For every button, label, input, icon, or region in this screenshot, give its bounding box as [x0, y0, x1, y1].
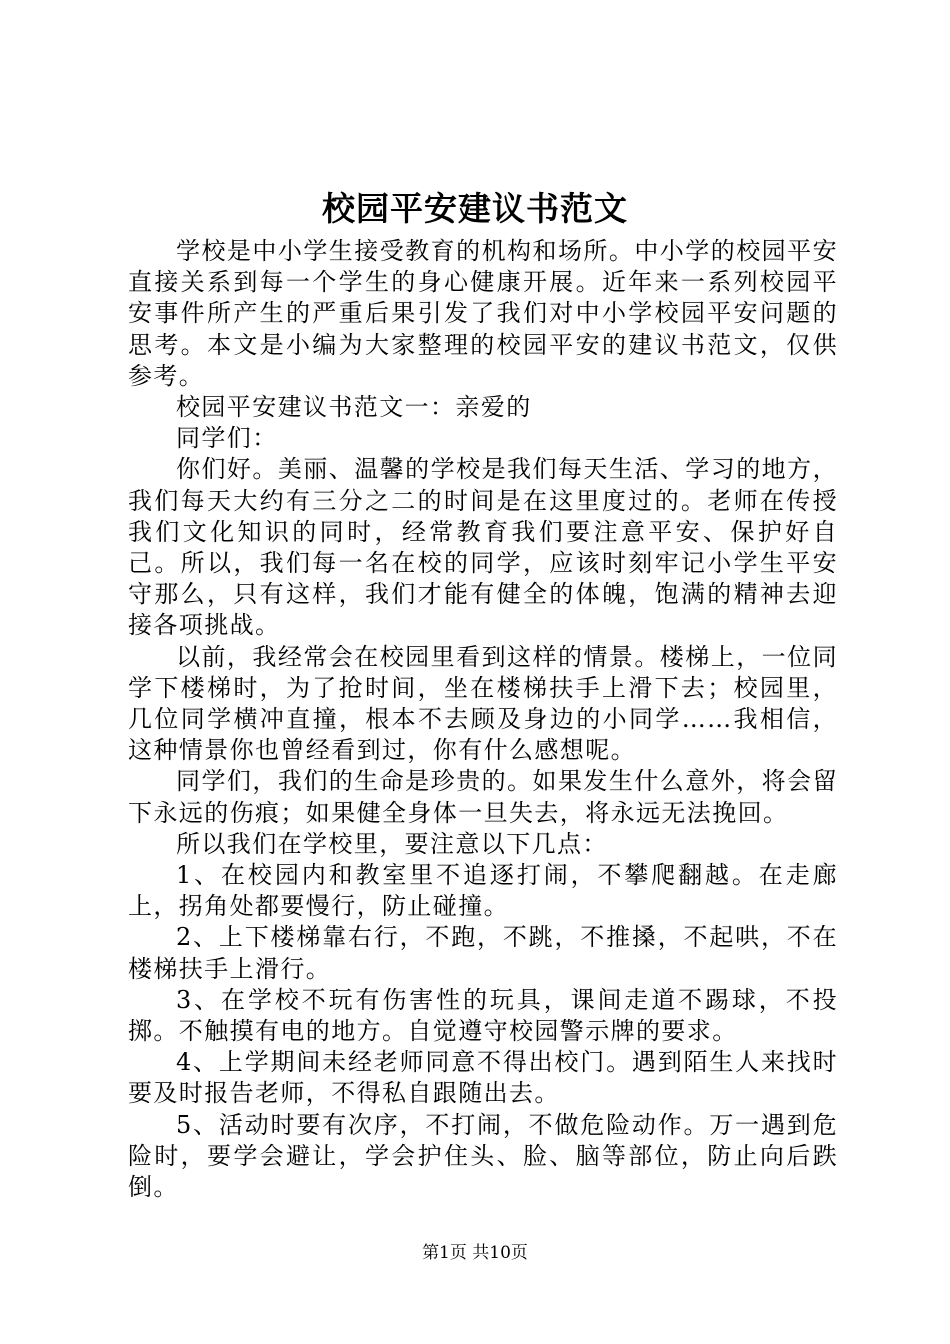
- list-intro: 所以我们在学校里，要注意以下几点：: [176, 829, 608, 858]
- list-item: 4、上学期间未经老师同意不得出校门。遇到陌生人来找时要及时报告老师，不得私自跟随出去。: [128, 1048, 838, 1108]
- document-title: 校园平安建议书范文: [322, 189, 628, 228]
- intro-paragraph: 学校是中小学生接受教育的机构和场所。中小学的校园平安直接关系到每一个学生的身心健康开展。近年来一系列校园平安事件所产生的严重后果引发了我们对中小学校园平安问题的思考。本文是小编为大家整理的校园平安的建议书范文，仅供参考。: [128, 237, 838, 390]
- body-paragraph: 你们好。美丽、温馨的学校是我们每天生活、学习的地方，我们每天大约有三分之二的时间是在这里度过的。老师在传授我们文化知识的同时，经常教育我们要注意平安、保护好自己。所以，我们每一名在校的同学，应该时刻牢记小学生平安守那么，只有这样，我们才能有健全的体魄，饱满的精神去迎接各项挑战。: [128, 455, 838, 640]
- list-item: 1、在校园内和教室里不追逐打闹，不攀爬翻越。在走廊上，拐角处都要慢行，防止碰撞。: [128, 861, 838, 921]
- list-item: 5、活动时要有次序，不打闹，不做危险动作。万一遇到危险时，要学会避让，学会护住头、脸、脑等部位，防止向后跌倒。: [128, 1110, 838, 1202]
- list-item: 2、上下楼梯靠右行，不跑，不跳，不推搡，不起哄，不在楼梯扶手上滑行。: [128, 923, 838, 983]
- body-paragraph: 同学们，我们的生命是珍贵的。如果发生什么意外，将会留下永远的伤痕；如果健全身体一旦失去，将永远无法挽回。: [128, 767, 838, 827]
- body-paragraph: 以前，我经常会在校园里看到这样的情景。楼梯上，一位同学下楼梯时，为了抢时间，坐在楼梯扶手上滑下去；校园里，几位同学横冲直撞，根本不去顾及身边的小同学……我相信，这种情景你也曾经看到过，你有什么感想呢。: [128, 642, 838, 765]
- list-item: 3、在学校不玩有伤害性的玩具，课间走道不踢球，不投掷。不触摸有电的地方。自觉遵守校园警示牌的要求。: [128, 985, 838, 1046]
- salutation: 同学们：: [176, 424, 278, 453]
- document-body: [128, 236, 838, 1203]
- sample-heading-line: 校园平安建议书范文一：亲爱的: [176, 393, 532, 422]
- page-number-footer: 第1页 共10页: [422, 1243, 528, 1263]
